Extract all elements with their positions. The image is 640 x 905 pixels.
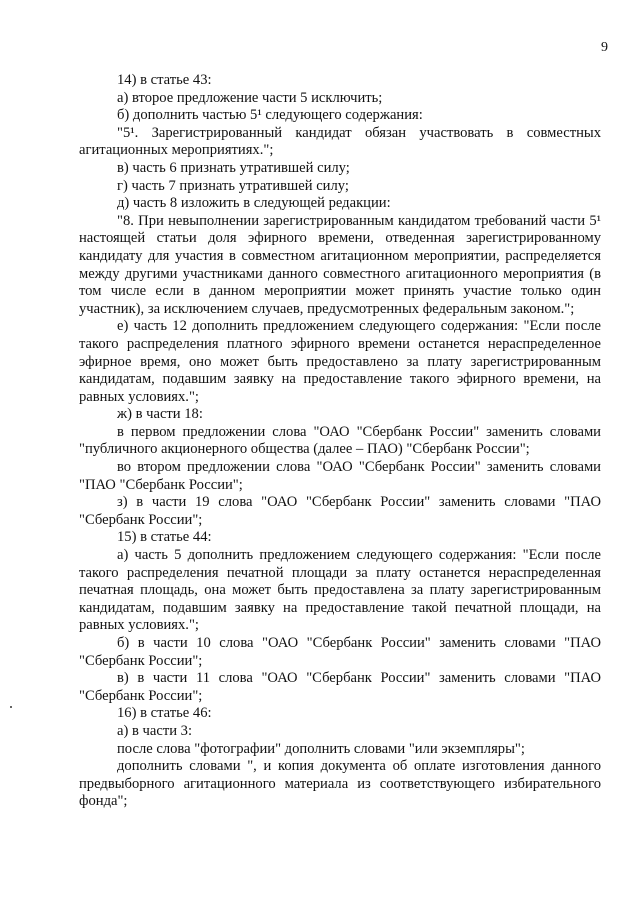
page-number: 9 — [601, 40, 608, 55]
paragraph-subitem-d: д) часть 8 изложить в следующей редакции: — [117, 195, 391, 212]
paragraph-subitem-z: з) в части 19 слова "ОАО "Сбербанк России" заменить словами "ПАО "Сбербанк России"; — [79, 494, 601, 528]
paragraph-subitem-v: в) часть 6 признать утратившей силу; — [117, 159, 350, 176]
paragraph-second-sentence: во втором предложении слова "ОАО "Сбербанк России" заменить словами "ПАО "Сбербанк России"; — [79, 459, 601, 493]
paragraph-item-16: 16) в статье 46: — [117, 705, 212, 722]
paragraph-15-subitem-a: а) часть 5 дополнить предложением следующего содержания: "Если после такого распределения печатной площади за плату останется нераспределенная печатная площадь, она может быть предоставлена за плату зарегистрированным кандидатам, подавшим заявку на предоставление такой печатной площади, на равных условиях."; — [79, 547, 601, 634]
paragraph-quote-8: "8. При невыполнении зарегистрированным кандидатом требований части 5¹ настоящей статьи доля эфирного времени, отведенная зарегистрированному кандидату для участия в совместном агитационном мероприятии, распределяется между другими участниками данного совместного агитационного мероприятия (в том числе если в данном мероприятии может принять участие только один участник), за исключением случаев, предусмотренных федеральным законом."; — [79, 212, 601, 317]
margin-mark — [10, 706, 12, 708]
paragraph-15-subitem-b: б) в части 10 слова "ОАО "Сбербанк России" заменить словами "ПАО "Сбербанк России"; — [79, 635, 601, 669]
paragraph-quote-5-1: "5¹. Зарегистрированный кандидат обязан участвовать в совместных агитационных мероприятиях."; — [79, 124, 601, 159]
paragraph-item-14: 14) в статье 43: — [117, 72, 212, 88]
paragraph-first-sentence: в первом предложении слова "ОАО "Сбербанк России" заменить словами "публичного акционерного общества (далее – ПАО) "Сбербанк России"; — [79, 423, 601, 458]
paragraph-15-subitem-v: в) в части 11 слова "ОАО "Сбербанк России" заменить словами "ПАО "Сбербанк России"; — [79, 670, 601, 704]
paragraph-subitem-g: г) часть 7 признать утратившей силу; — [117, 177, 349, 194]
paragraph-after-photo: после слова "фотографии" дополнить словами "или экземпляры"; — [117, 740, 525, 757]
paragraph-subitem-a: а) второе предложение части 5 исключить; — [117, 89, 383, 106]
paragraph-subitem-e: е) часть 12 дополнить предложением следующего содержания: "Если после такого распределения платного эфирного времени останется нераспределенное эфирное время, оно может быть предоставлено за плату зарегистрированным кандидатам, подавшим заявку на предоставление такого эфирного времени, на равных условиях."; — [79, 318, 601, 405]
paragraph-subitem-zh: ж) в части 18: — [117, 406, 203, 423]
paragraph-subitem-b: б) дополнить частью 5¹ следующего содержания: — [117, 107, 423, 124]
paragraph-item-15: 15) в статье 44: — [117, 529, 212, 546]
document-body — [79, 72, 601, 811]
paragraph-add-words: дополнить словами ", и копия документа об оплате изготовления данного предвыборного агитационного материала из соответствующего избирательного фонда"; — [79, 758, 601, 810]
paragraph-16-subitem-a: а) в части 3: — [117, 722, 193, 739]
